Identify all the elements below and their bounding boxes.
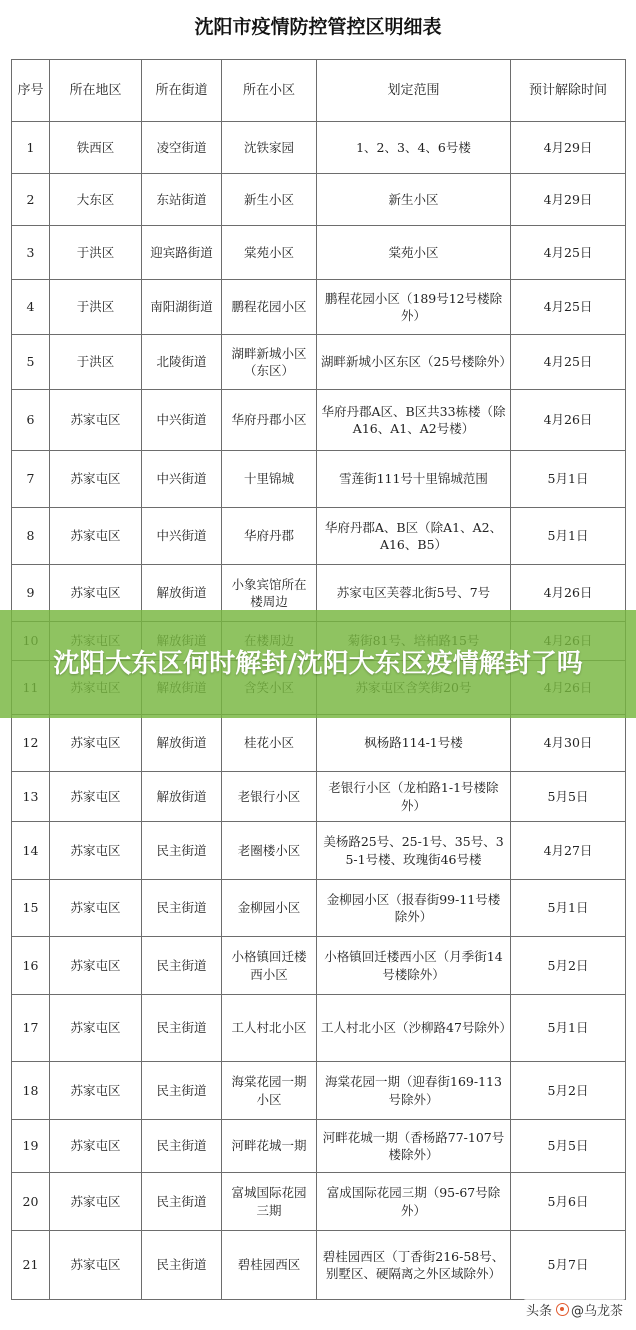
cell-community: 桂花小区: [222, 715, 317, 772]
cell-index: 12: [12, 715, 50, 772]
cell-district: 于洪区: [50, 280, 142, 335]
cell-community: 华府丹郡小区: [222, 390, 317, 451]
cell-district: 苏家屯区: [50, 715, 142, 772]
column-header-community: 所在小区: [222, 60, 317, 122]
cell-scope: 棠苑小区: [317, 226, 511, 280]
cell-community: 十里锦城: [222, 451, 317, 508]
cell-street: 民主街道: [142, 880, 222, 937]
table-row: [12, 995, 626, 1062]
cell-scope: 美杨路25号、25-1号、35号、35-1号楼、玫瑰街46号楼: [317, 822, 511, 880]
cell-index: 17: [12, 995, 50, 1062]
cell-street: 北陵街道: [142, 335, 222, 390]
table-row: [12, 174, 626, 226]
cell-scope: 湖畔新城小区东区（25号楼除外）: [317, 335, 511, 390]
cell-index: 20: [12, 1173, 50, 1231]
headline-banner[interactable]: [0, 610, 636, 718]
cell-street: 中兴街道: [142, 508, 222, 565]
column-header-scope: 划定范围: [317, 60, 511, 122]
cell-scope: 富成国际花园三期（95-67号除外）: [317, 1173, 511, 1231]
cell-district: 苏家屯区: [50, 1062, 142, 1120]
table-header-row: [12, 60, 626, 122]
cell-release-date: 5月1日: [511, 451, 626, 508]
cell-street: 民主街道: [142, 937, 222, 995]
cell-index: 15: [12, 880, 50, 937]
cell-scope: 华府丹郡A区、B区共33栋楼（除A16、A1、A2号楼）: [317, 390, 511, 451]
table-row: [12, 508, 626, 565]
cell-release-date: 5月6日: [511, 1173, 626, 1231]
cell-index: 13: [12, 772, 50, 822]
cell-district: 苏家屯区: [50, 565, 142, 622]
cell-community: 海棠花园一期小区: [222, 1062, 317, 1120]
cell-index: 21: [12, 1231, 50, 1300]
table-row: [12, 226, 626, 280]
cell-street: 解放街道: [142, 715, 222, 772]
cell-release-date: 5月5日: [511, 1120, 626, 1173]
cell-district: 苏家屯区: [50, 772, 142, 822]
cell-street: 民主街道: [142, 1120, 222, 1173]
cell-community: 湖畔新城小区（东区）: [222, 335, 317, 390]
cell-community: 新生小区: [222, 174, 317, 226]
cell-district: 苏家屯区: [50, 451, 142, 508]
watermark-author: @乌龙茶: [570, 1304, 623, 1319]
cell-community: 碧桂园西区: [222, 1231, 317, 1300]
cell-district: 苏家屯区: [50, 390, 142, 451]
cell-scope: 雪莲街111号十里锦城范围: [317, 451, 511, 508]
cell-street: 中兴街道: [142, 390, 222, 451]
cell-scope: 碧桂园西区（丁香街216-58号、别墅区、硬隔离之外区域除外）: [317, 1231, 511, 1300]
cell-release-date: 5月2日: [511, 1062, 626, 1120]
cell-scope: 枫杨路114-1号楼: [317, 715, 511, 772]
table-row: [12, 1231, 626, 1300]
page-title: 沈阳市疫情防控管控区明细表: [194, 16, 442, 38]
cell-district: 苏家屯区: [50, 822, 142, 880]
cell-scope: 1、2、3、4、6号楼: [317, 122, 511, 174]
cell-community: 河畔花城一期: [222, 1120, 317, 1173]
cell-street: 民主街道: [142, 822, 222, 880]
cell-street: 民主街道: [142, 1173, 222, 1231]
cell-community: 金柳园小区: [222, 880, 317, 937]
cell-index: 9: [12, 565, 50, 622]
cell-district: 苏家屯区: [50, 880, 142, 937]
cell-release-date: 4月30日: [511, 715, 626, 772]
table-row: [12, 880, 626, 937]
column-header-index: 序号: [12, 60, 50, 122]
cell-street: 中兴街道: [142, 451, 222, 508]
cell-street: 民主街道: [142, 1231, 222, 1300]
cell-district: 大东区: [50, 174, 142, 226]
cell-street: 解放街道: [142, 565, 222, 622]
cell-community: 老银行小区: [222, 772, 317, 822]
cell-community: 小象宾馆所在楼周边: [222, 565, 317, 622]
cell-release-date: 5月1日: [511, 880, 626, 937]
cell-release-date: 4月25日: [511, 335, 626, 390]
cell-index: 18: [12, 1062, 50, 1120]
cell-release-date: 4月26日: [511, 390, 626, 451]
cell-community: 老圈楼小区: [222, 822, 317, 880]
cell-index: 7: [12, 451, 50, 508]
cell-index: 19: [12, 1120, 50, 1173]
cell-community: 小格镇回迁楼西小区: [222, 937, 317, 995]
table-row: [12, 715, 626, 772]
column-header-district: 所在地区: [50, 60, 142, 122]
cell-community: 鹏程花园小区: [222, 280, 317, 335]
table-row: [12, 451, 626, 508]
cell-index: 14: [12, 822, 50, 880]
cell-release-date: 4月25日: [511, 280, 626, 335]
cell-release-date: 4月25日: [511, 226, 626, 280]
cell-scope: 鹏程花园小区（189号12号楼除外）: [317, 280, 511, 335]
cell-district: 苏家屯区: [50, 1173, 142, 1231]
cell-street: 解放街道: [142, 772, 222, 822]
table-row: [12, 1120, 626, 1173]
cell-release-date: 5月7日: [511, 1231, 626, 1300]
column-header-release-date: 预计解除时间: [511, 60, 626, 122]
table-row: [12, 937, 626, 995]
table-row: [12, 390, 626, 451]
cell-scope: 华府丹郡A、B区（除A1、A2、A16、B5）: [317, 508, 511, 565]
cell-release-date: 4月26日: [511, 565, 626, 622]
cell-index: 1: [12, 122, 50, 174]
cell-street: 南阳湖街道: [142, 280, 222, 335]
watermark: [523, 1299, 626, 1320]
cell-scope: 河畔花城一期（香杨路77-107号楼除外）: [317, 1120, 511, 1173]
cell-release-date: 5月1日: [511, 508, 626, 565]
cell-release-date: 5月2日: [511, 937, 626, 995]
table-row: [12, 122, 626, 174]
cell-index: 3: [12, 226, 50, 280]
cell-scope: 新生小区: [317, 174, 511, 226]
cell-street: 民主街道: [142, 995, 222, 1062]
cell-index: 5: [12, 335, 50, 390]
cell-district: 于洪区: [50, 335, 142, 390]
cell-district: 苏家屯区: [50, 508, 142, 565]
table-row: [12, 1173, 626, 1231]
cell-community: 沈铁家园: [222, 122, 317, 174]
cell-index: 2: [12, 174, 50, 226]
table-row: [12, 335, 626, 390]
cell-district: 苏家屯区: [50, 1231, 142, 1300]
cell-district: 苏家屯区: [50, 995, 142, 1062]
cell-community: 工人村北小区: [222, 995, 317, 1062]
cell-index: 16: [12, 937, 50, 995]
column-header-street: 所在街道: [142, 60, 222, 122]
toutiao-logo-icon: [556, 1303, 569, 1316]
cell-street: 迎宾路街道: [142, 226, 222, 280]
cell-release-date: 5月5日: [511, 772, 626, 822]
cell-community: 华府丹郡: [222, 508, 317, 565]
table-row: [12, 280, 626, 335]
cell-district: 苏家屯区: [50, 937, 142, 995]
cell-district: 于洪区: [50, 226, 142, 280]
cell-scope: 小格镇回迁楼西小区（月季街14号楼除外）: [317, 937, 511, 995]
cell-street: 东站街道: [142, 174, 222, 226]
table-row: [12, 772, 626, 822]
cell-index: 8: [12, 508, 50, 565]
cell-release-date: 4月29日: [511, 122, 626, 174]
table-row: [12, 822, 626, 880]
cell-street: 凌空街道: [142, 122, 222, 174]
cell-scope: 老银行小区（龙柏路1-1号楼除外）: [317, 772, 511, 822]
cell-release-date: 5月1日: [511, 995, 626, 1062]
table-row: [12, 1062, 626, 1120]
cell-street: 民主街道: [142, 1062, 222, 1120]
cell-community: 富城国际花园三期: [222, 1173, 317, 1231]
cell-district: 苏家屯区: [50, 1120, 142, 1173]
cell-scope: 海棠花园一期（迎春街169-113号除外）: [317, 1062, 511, 1120]
cell-scope: 工人村北小区（沙柳路47号除外）: [317, 995, 511, 1062]
cell-community: 棠苑小区: [222, 226, 317, 280]
watermark-brand: 头条: [525, 1304, 552, 1319]
cell-scope: 金柳园小区（报春街99-11号楼除外）: [317, 880, 511, 937]
cell-index: 6: [12, 390, 50, 451]
cell-index: 4: [12, 280, 50, 335]
cell-release-date: 4月27日: [511, 822, 626, 880]
headline-text[interactable]: 沈阳大东区何时解封/沈阳大东区疫情解封了吗: [53, 649, 583, 679]
cell-release-date: 4月29日: [511, 174, 626, 226]
cell-scope: 苏家屯区芙蓉北街5号、7号: [317, 565, 511, 622]
cell-district: 铁西区: [50, 122, 142, 174]
